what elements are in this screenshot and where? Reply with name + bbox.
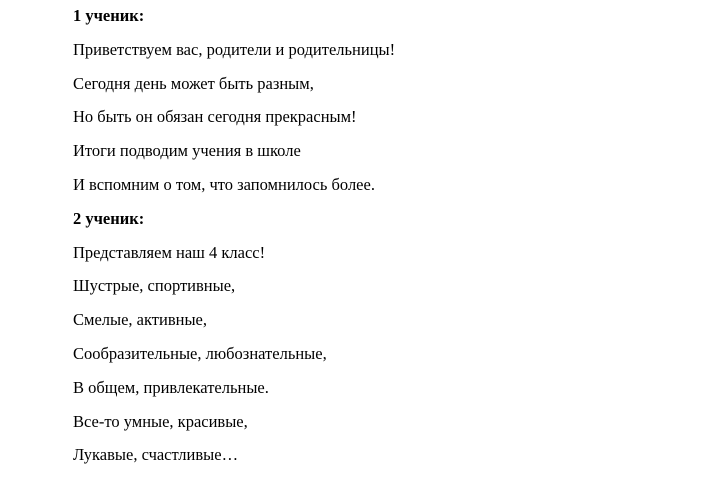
speaker-label-1: 1 ученик:	[73, 6, 145, 25]
verse-line: Но быть он обязан сегодня прекрасным!	[73, 107, 357, 127]
verse-line: Шустрые, спортивные,	[73, 276, 236, 296]
verse-line: Смелые, активные,	[73, 310, 207, 330]
verse-line: Сегодня день может быть разным,	[73, 73, 314, 93]
verse-line: Итоги подводим учения в школе	[73, 141, 301, 161]
document-body	[73, 6, 702, 479]
verse-line: Сообразительные, любознательные,	[73, 343, 327, 363]
verse-line: Лукавые, счастливые…	[73, 445, 239, 465]
verse-line: В общем, привлекательные.	[73, 377, 269, 397]
speaker-label-2: 2 ученик:	[73, 208, 145, 228]
verse-line: Все-то умные, красивые,	[73, 411, 248, 431]
verse-line: Приветствуем вас, родители и родительницы!	[73, 39, 396, 59]
verse-line: Представляем наш 4 класс!	[73, 242, 266, 262]
verse-line: И вспомним о том, что запомнилось более.	[73, 174, 375, 194]
